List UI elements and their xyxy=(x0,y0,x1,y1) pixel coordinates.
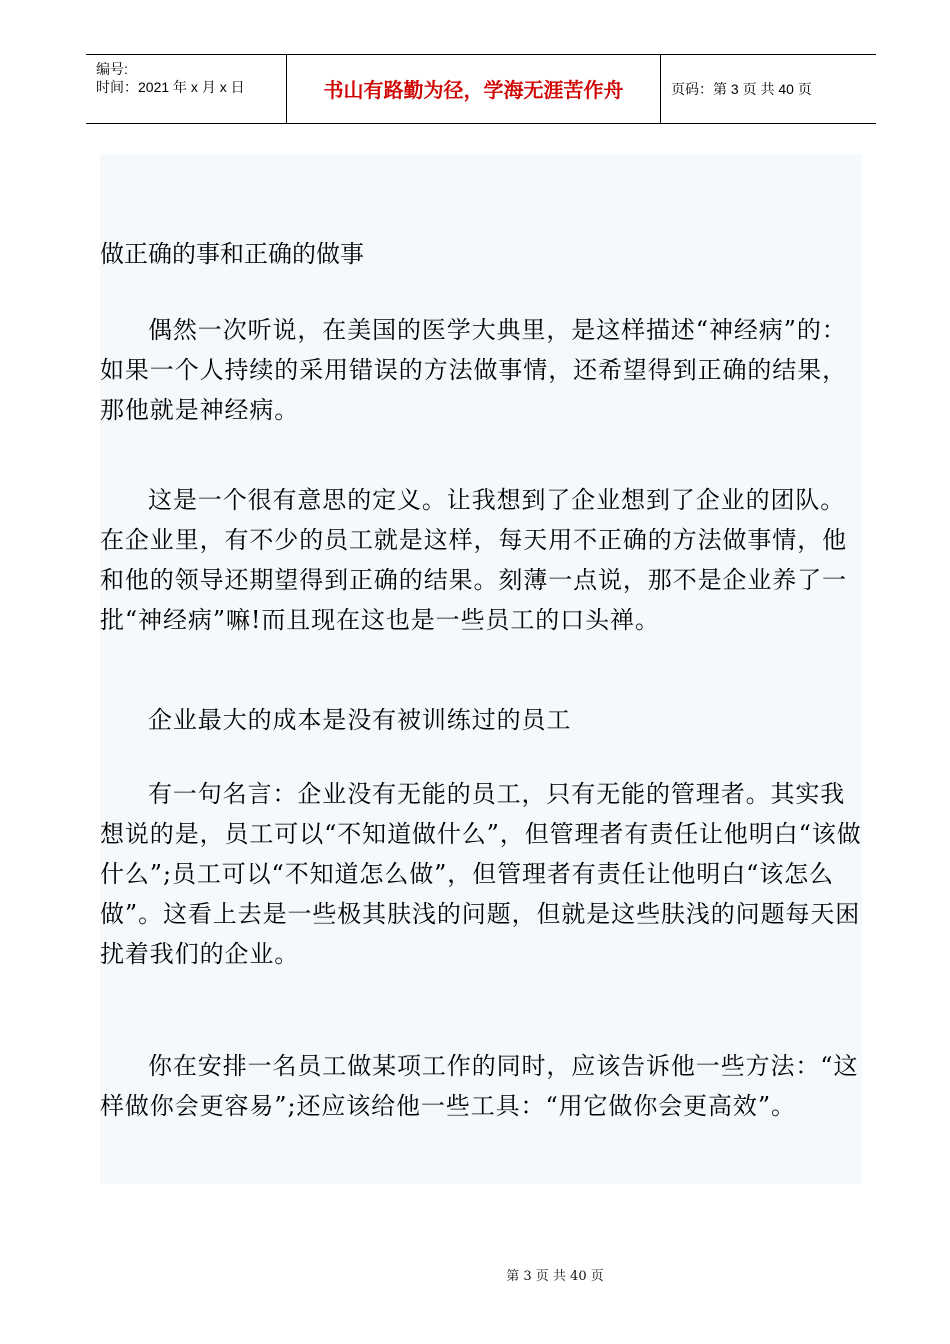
header-motto: 书山有路勤为径，学海无涯苦作舟 xyxy=(323,78,624,102)
header-motto-cell xyxy=(286,55,661,123)
paragraph-2: 这是一个很有意思的定义。让我想到了企业想到了企业的团队。在企业里，有不少的员工就是这样，每天用不正确的方法做事情，他和他的领导还期望得到正确的结果。刻薄一点说，那不是企业养了一批“神经病”嘛!而且现在这也是一些员工的口头禅。 xyxy=(100,486,847,634)
page-footer: 第 3 页 共 40 页 xyxy=(506,1269,604,1284)
header-meta-cell xyxy=(86,55,286,123)
document-title: 做正确的事和正确的做事 xyxy=(100,240,364,268)
header-page-cell xyxy=(661,55,876,123)
paragraph-4: 有一句名言：企业没有无能的员工，只有无能的管理者。其实我想说的是，员工可以“不知道做什么”，但管理者有责任让他明白“该做什么”;员工可以“不知道怎么做”，但管理者有责任让他明白“该怎么做”。这看上去是一些极其肤浅的问题，但就是这些肤浅的问题每天困扰着我们的企业。 xyxy=(100,780,862,968)
document-body xyxy=(100,154,862,1184)
document-date-label: 时间：2021 年 x 月 x 日 xyxy=(96,79,245,95)
header-page-code: 页码：第 3 页 共 40 页 xyxy=(671,81,812,97)
document-number-label: 编号: xyxy=(96,61,128,77)
paragraph-1: 偶然一次听说，在美国的医学大典里，是这样描述“神经病”的：如果一个人持续的采用错误的方法做事情，还希望得到正确的结果，那他就是神经病。 xyxy=(100,316,847,424)
paragraph-5: 你在安排一名员工做某项工作的同时，应该告诉他一些方法：“这样做你会更容易”;还应该给他一些工具：“用它做你会更高效”。 xyxy=(100,1052,859,1120)
paragraph-3: 企业最大的成本是没有被训练过的员工 xyxy=(148,706,572,734)
page-header xyxy=(86,54,876,124)
